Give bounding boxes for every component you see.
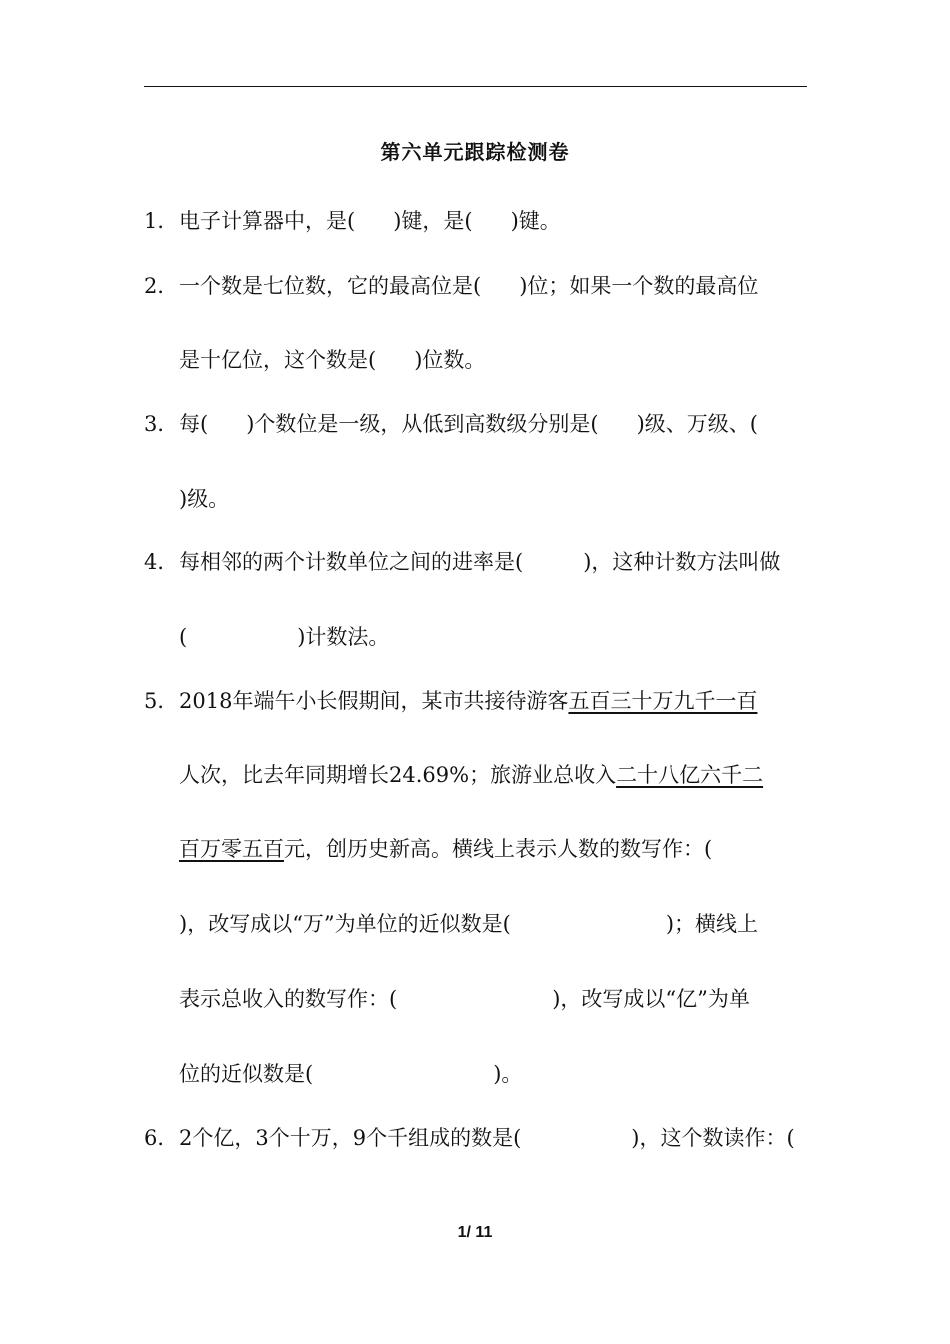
q5-line-3: 百万零五百元，创历史新高。横线上表示人数的数写作：(: [179, 837, 713, 861]
underlined-visitors: 五百三十万九千一百: [568, 689, 758, 713]
q4-number: 4．: [144, 550, 179, 574]
q3-line-1: 每( )个数位是一级，从低到高数级分别是( )级、万级、(: [179, 412, 758, 436]
q5-line-1: 2018年端午小长假期间，某市共接待游客五百三十万九千一百: [179, 689, 758, 713]
q2-line-2: 是十亿位，这个数是( )位数。: [179, 348, 486, 372]
q5-number: 5．: [144, 689, 179, 713]
q5-line-6: 位的近似数是( )。: [179, 1062, 523, 1086]
page-number: 1/ 11: [457, 1224, 493, 1241]
underlined-income-part2: 百万零五百: [179, 837, 284, 861]
q5-line-4: )，改写成以“万”为单位的近似数是( )；横线上: [179, 912, 759, 936]
page-title: 第六单元跟踪检测卷: [380, 140, 570, 164]
underlined-income-part1: 二十八亿六千二: [616, 763, 764, 787]
q3-number: 3．: [144, 412, 179, 436]
header-rule: [144, 86, 807, 87]
q5-line-5: 表示总收入的数写作：( )，改写成以“亿”为单: [179, 987, 750, 1011]
q5-line-2: 人次，比去年同期增长24.69%；旅游业总收入二十八亿六千二: [179, 763, 764, 787]
q2-number: 2．: [144, 274, 179, 298]
q1-number: 1．: [144, 209, 179, 233]
q4-line-2: ( )计数法。: [179, 625, 390, 649]
q6-line-1: 2个亿，3个十万，9个千组成的数是( )，这个数读作：(: [179, 1126, 795, 1150]
q6-number: 6．: [144, 1126, 179, 1150]
q4-line-1: 每相邻的两个计数单位之间的进率是( )，这种计数方法叫做: [179, 550, 781, 574]
q2-line-1: 一个数是七位数，它的最高位是( )位；如果一个数的最高位: [179, 274, 759, 298]
q1-line-1: 电子计算器中，是( )键，是( )键。: [179, 209, 561, 233]
q3-line-2: )级。: [179, 487, 230, 511]
